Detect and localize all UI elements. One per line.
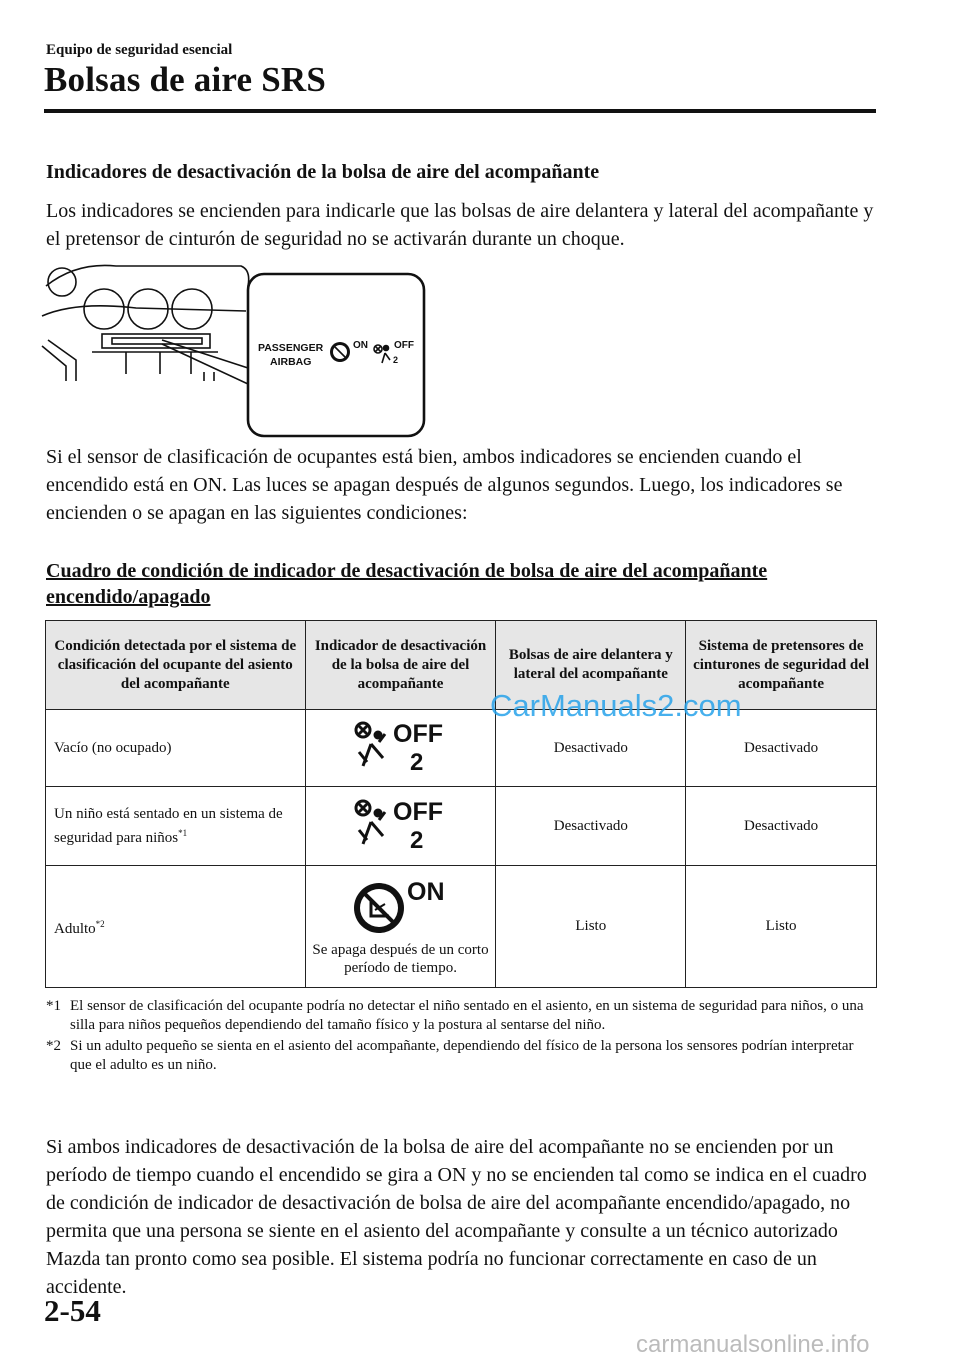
table-title: Cuadro de condición de indicador de desactivación de bolsa de aire del acompañante encendido/apagado (46, 560, 768, 608)
off-two-label: 2 (393, 355, 399, 365)
sensor-paragraph: Si el sensor de clasificación de ocupantes está bien, ambos indicadores se encienden cuando el encendido está en ON. Las luces se apagan después de algunos segundos. Luego, los indicadores se encienden o se apagan en las siguientes condiciones: (46, 446, 843, 524)
footnote-mark: *2 (46, 1038, 61, 1054)
airbag-off-icon (341, 794, 461, 854)
row-condition (46, 787, 306, 866)
header-condition: Condición detectada por el sistema de clasificación del ocupante del asiento del acompañante (46, 621, 306, 710)
off-icon-number: 2 (409, 826, 423, 854)
off-icon-text: OFF (392, 719, 443, 748)
row-condition: Vacío (no ocupado) (46, 710, 306, 787)
row-pretensioner: Listo (686, 866, 877, 988)
page-title: Bolsas de aire SRS (44, 60, 327, 99)
footnote-text: Si un adulto pequeño se sienta en el asiento del acompañante, dependiendo del físico de la persona los sensores podrían interpretar que el adulto es un niño. (70, 1038, 854, 1073)
footnote-ref: *2 (95, 918, 105, 929)
footnotes (46, 997, 876, 1077)
row-condition-text: Un niño está sentado en un sistema de seguridad para niños (54, 805, 283, 846)
table-row (46, 710, 877, 787)
watermark: CarManuals2.com (490, 688, 742, 723)
on-indicator-icon (330, 342, 350, 362)
off-icon-number: 2 (409, 748, 423, 776)
footnote-ref: *1 (178, 827, 188, 838)
off-icon-text: OFF (392, 797, 443, 826)
on-label: ON (353, 340, 368, 351)
row-pretensioner: Desactivado (686, 787, 877, 866)
row-airbags: Listo (496, 866, 686, 988)
row-indicator (305, 866, 496, 988)
site-footer: carmanualsonline.info (636, 1331, 870, 1358)
row-pretensioner: Desactivado (686, 710, 877, 787)
airbag-label: AIRBAG (270, 356, 312, 368)
footnote-text: El sensor de clasificación del ocupante podría no detectar el niño sentado en el asiento, en un sistema de seguridad para niños, o una silla para niños pequeños dependiendo del tamaño físico y la postura al sentarse del niño. (70, 998, 864, 1033)
intro-paragraph: Los indicadores se encienden para indicarle que las bolsas de aire delantera y lateral del acompañante y el pretensor de cinturón de seguridad no se activarán durante un choque. (46, 200, 874, 250)
header-pretensioner: Sistema de pretensores de cinturones de seguridad del acompañante (686, 621, 877, 710)
off-label: OFF (394, 340, 414, 351)
warning-paragraph: Si ambos indicadores de desactivación de la bolsa de aire del acompañante no se encienden por un período de tiempo cuando el encendido se gira a ON y no se encienden tal como se indica en el cuadro de condición de indicador de desactivación de bolsa de aire del acompañante encendido/apagado, no permita que una persona se siente en el asiento del acompañante y consulte a un técnico autorizado Mazda tan pronto como sea posible. El sistema podría no funcionar correctamente en caso de un accidente. (46, 1136, 867, 1298)
header-divider (44, 109, 876, 113)
indicator-panel (102, 334, 210, 348)
page-number: 2-54 (44, 1293, 101, 1328)
dashboard-illustration (36, 256, 436, 440)
row-airbags: Desactivado (496, 710, 686, 787)
header-airbags: Bolsas de aire delantera y lateral del acompañante (496, 621, 686, 710)
footnote-2 (46, 1037, 876, 1075)
row-condition-text: Adulto (54, 920, 96, 937)
footnote-1 (46, 997, 876, 1035)
table-row (46, 787, 877, 866)
row-indicator (305, 710, 496, 787)
footnote-mark: *1 (46, 998, 61, 1014)
vent-left (84, 289, 124, 329)
header-section: Equipo de seguridad esencial (46, 42, 233, 58)
section-title: Indicadores de desactivación de la bolsa de aire del acompañante (46, 161, 600, 183)
row-note: Se apaga después de un corto período de tiempo. (312, 942, 489, 976)
passenger-label: PASSENGER (258, 342, 324, 354)
airbag-off-icon (341, 716, 461, 776)
on-icon-text: ON (406, 878, 445, 906)
row-indicator (305, 787, 496, 866)
row-airbags: Desactivado (496, 787, 686, 866)
row-condition (46, 866, 306, 988)
table-header-row (46, 621, 877, 710)
header-indicator: Indicador de desactivación de la bolsa de aire del acompañante (305, 621, 496, 710)
table-row (46, 866, 877, 988)
condition-table (45, 620, 877, 988)
airbag-on-icon (351, 876, 451, 936)
